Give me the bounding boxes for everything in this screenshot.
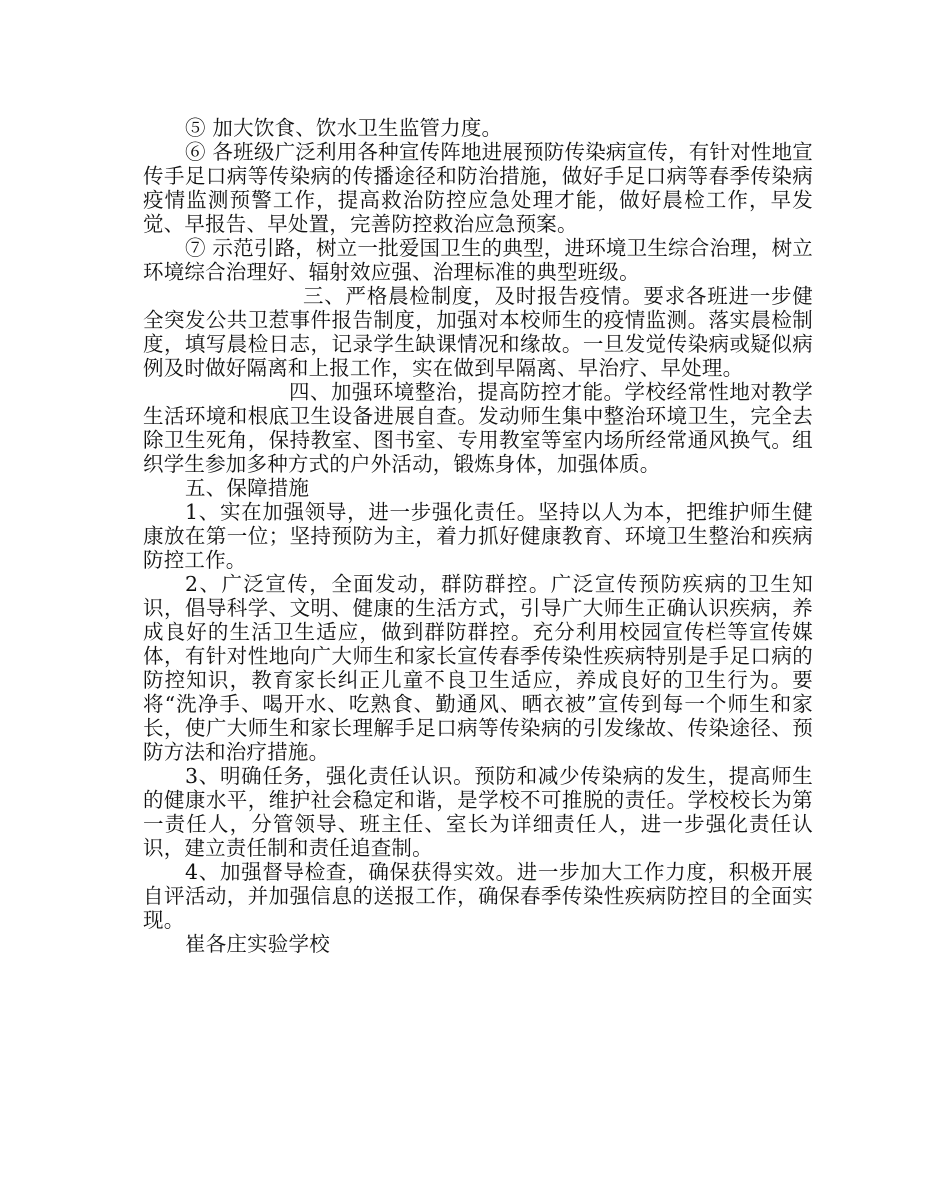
- paragraph-item-6: ⑥ 各班级广泛利用各种宣传阵地进展预防传染病宣传，有针对性地宣传手足口病等传染病的传播途径和防治措施，做好手足口病等春季传染病疫情监测预警工作，提高救治防控应急处理才能，做好晨检工作，早发觉、早报告、早处置，完善防控救治应急预案。: [143, 140, 813, 236]
- paragraph-measure-1: 1、实在加强领导，进一步强化责任。坚持以人为本，把维护师生健康放在第一位；坚持预防为主，着力抓好健康教育、环境卫生整治和疾病防控工作。: [143, 500, 813, 572]
- paragraph-measure-3: 3、明确任务，强化责任认识。预防和减少传染病的发生，提高师生的健康水平，维护社会稳定和谐，是学校不可推脱的责任。学校校长为第一责任人，分管领导、班主任、室长为详细责任人，进一步强化责任认识，建立责任制和责任追查制。: [143, 764, 813, 860]
- paragraph-item-7: ⑦ 示范引路，树立一批爱国卫生的典型，进环境卫生综合治理，树立环境综合治理好、辐射效应强、治理标准的典型班级。: [143, 236, 813, 284]
- signature-school-name: 崔各庄实验学校: [185, 932, 330, 956]
- paragraph-item-5: ⑤ 加大饮食、饮水卫生监管力度。: [185, 116, 503, 140]
- section-heading-5: 五、保障措施: [185, 476, 310, 500]
- document-page: [143, 116, 813, 956]
- paragraph-section-3: 三、严格晨检制度，及时报告疫情。要求各班进一步健全突发公共卫惹事件报告制度，加强对本校师生的疫情监测。落实晨检制度，填写晨检日志，记录学生缺课情况和缘故。一旦发觉传染病或疑似病例及时做好隔离和上报工作，实在做到早隔离、早治疗、早处理。: [143, 284, 813, 380]
- paragraph-section-4: 四、加强环境整治，提高防控才能。学校经常性地对教学生活环境和根底卫生设备进展自查。发动师生集中整治环境卫生，完全去除卫生死角，保持教室、图书室、专用教室等室内场所经常通风换气。组织学生参加多种方式的户外活动，锻炼身体，加强体质。: [143, 380, 813, 476]
- paragraph-measure-4: 4、加强督导检查，确保获得实效。进一步加大工作力度，积极开展自评活动，并加强信息的送报工作，确保春季传染性疾病防控目的全面实现。: [143, 860, 813, 932]
- paragraph-measure-2: 2、广泛宣传，全面发动，群防群控。广泛宣传预防疾病的卫生知识，倡导科学、文明、健康的生活方式，引导广大师生正确认识疾病，养成良好的生活卫生适应，做到群防群控。充分利用校园宣传栏等宣传媒体，有针对性地向广大师生和家长宣传春季传染性疾病特别是手足口病的防控知识，教育家长纠正儿童不良卫生适应，养成良好的卫生行为。要将“洗净手、喝开水、吃熟食、勤通风、晒衣被”宣传到每一个师生和家长，使广大师生和家长理解手足口病等传染病的引发缘故、传染途径、预防方法和治疗措施。: [143, 572, 813, 764]
